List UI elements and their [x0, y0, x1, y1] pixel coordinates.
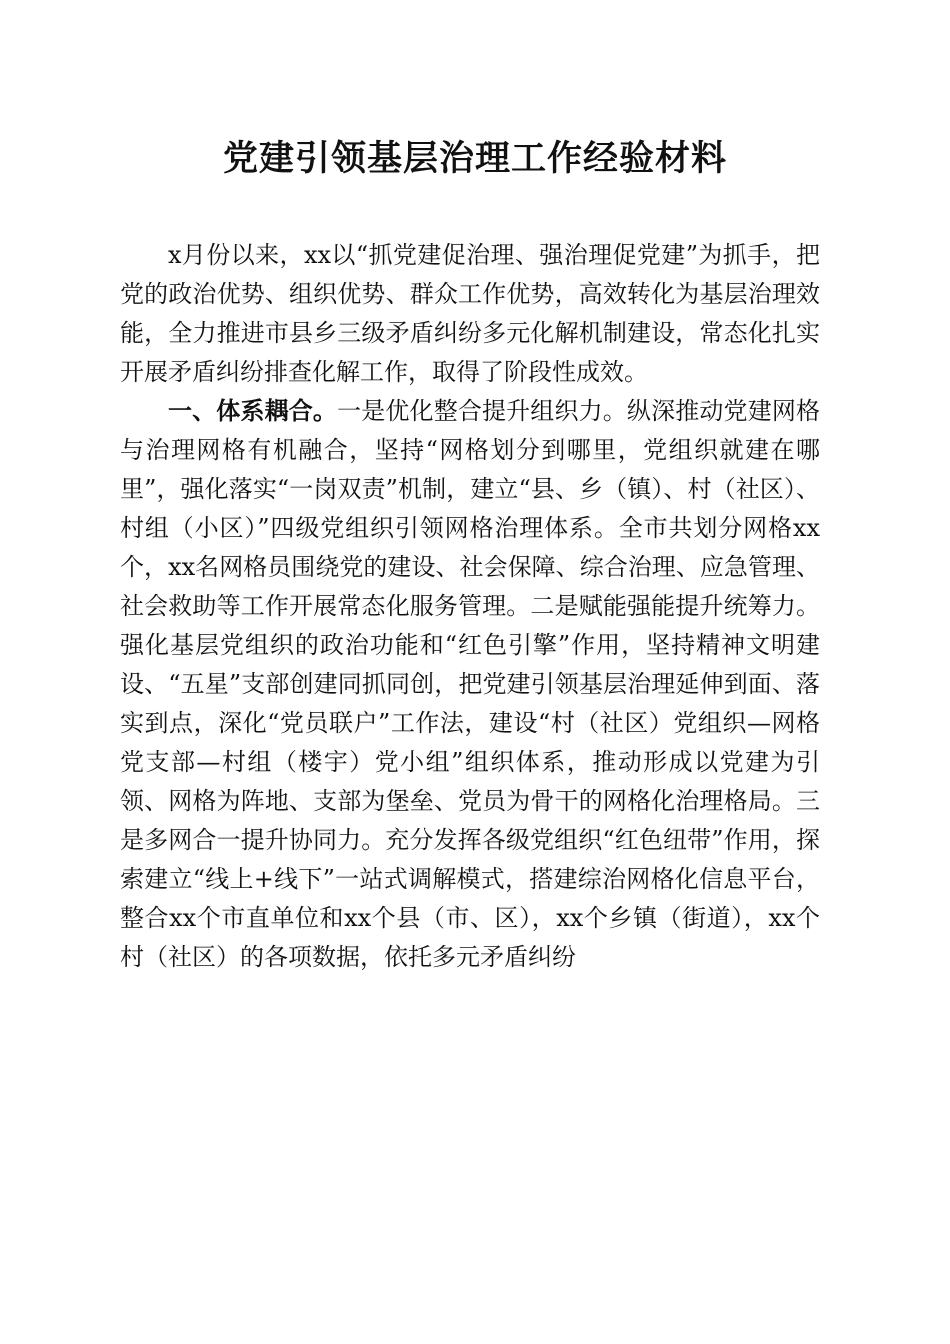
- section-1-paragraph: [120, 392, 820, 977]
- document-body: [120, 236, 820, 977]
- section-1-heading: 一、体系耦合。: [168, 397, 338, 425]
- document-title: 党建引领基层治理工作经验材料: [222, 138, 727, 179]
- section-1-text: 一是优化整合提升组织力。纵深推动党建网格与治理网格有机融合，坚持“网格划分到哪里，党组织就建在哪里”，强化落实“一岗双责”机制，建立“县、乡（镇）、村（社区）、村组（小区）”四级党组织引领网格治理体系。全市共划分网格xx个，xx名网格员围绕党的建设、社会保障、综合治理、应急管理、社会救助等工作开展常态化服务管理。二是赋能强能提升统筹力。强化基层党组织的政治功能和“红色引擎”作用，坚持精神文明建设、“五星”支部创建同抓同创，把党建引领基层治理延伸到面、落实到点，深化“党员联户”工作法，建设“村（社区）党组织—网格党支部—村组（楼宇）党小组”组织体系，推动形成以党建为引领、网格为阵地、支部为堡垒、党员为骨干的网格化治理格局。三是多网合一提升协同力。充分发挥各级党组织“红色纽带”作用，探索建立“线上+线下”一站式调解模式，搭建综治网格化信息平台，整合xx个市直单位和xx个县（市、区），xx个乡镇（街道），xx个村（社区）的各项数据，依托多元矛盾纠纷: [120, 397, 820, 971]
- intro-paragraph: x月份以来，xx以“抓党建促治理、强治理促党建”为抓手，把党的政治优势、组织优势、群众工作优势，高效转化为基层治理效能，全力推进市县乡三级矛盾纠纷多元化解机制建设，常态化扎实开展矛盾纠纷排查化解工作，取得了阶段性成效。: [120, 241, 820, 386]
